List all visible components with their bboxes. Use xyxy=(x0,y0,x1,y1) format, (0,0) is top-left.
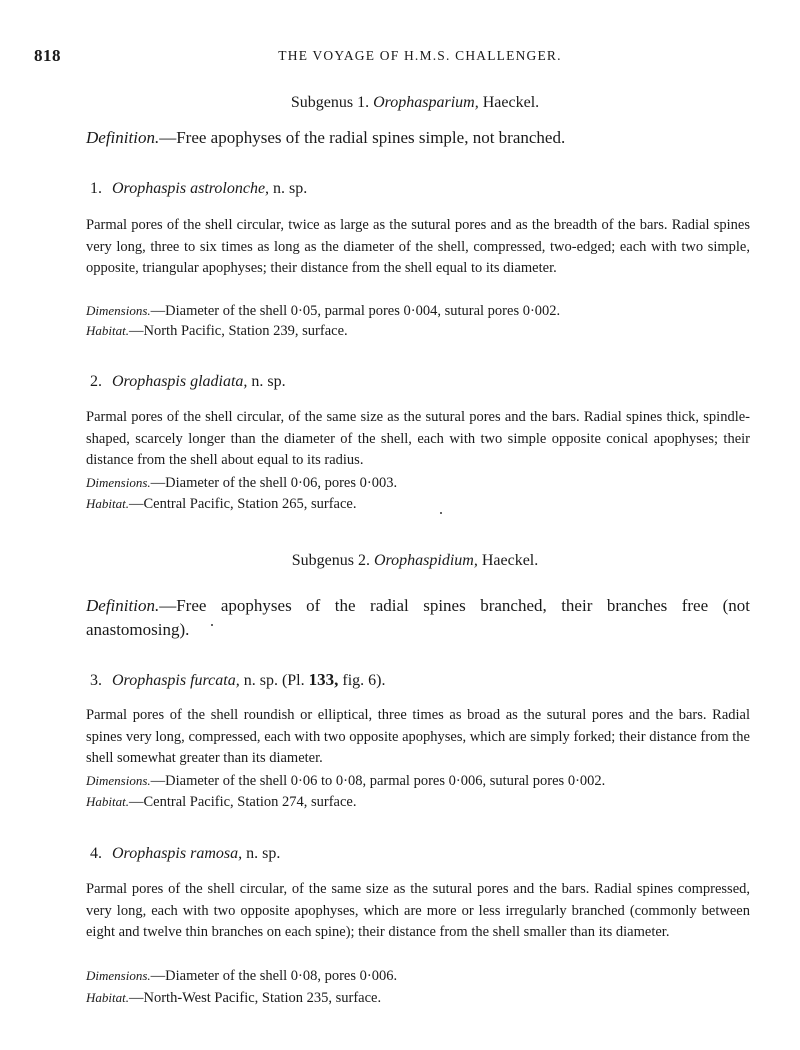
habitat-lead: Habitat. xyxy=(86,990,129,1005)
species-2-description: Parmal pores of the shell circular, of the same size as the sutural pores and the bars. Radial spines thick, spindle-shaped, scarcely longer than the diameter of the shell, each with two simple opposite conical apophyses; their distance from the shell about equal to its radius. xyxy=(86,409,750,468)
dimensions-text: —Diameter of the shell 0·06, pores 0·003. xyxy=(150,475,398,491)
habitat-text: —North-West Pacific, Station 235, surface. xyxy=(128,990,382,1006)
subgenus-2-prefix: Subgenus 2. xyxy=(291,552,370,569)
dimensions-lead: Dimensions. xyxy=(86,475,151,490)
subgenus-2-author: Haeckel. xyxy=(481,552,539,569)
species-2-suffix: n. sp. xyxy=(251,373,286,390)
species-1-number: 1. xyxy=(90,180,102,197)
species-3-plate-number: 133, xyxy=(308,670,339,689)
subgenus-1-name: Orophasparium, xyxy=(373,94,479,111)
subgenus-1-heading xyxy=(0,94,800,112)
species-1-description: Parmal pores of the shell circular, twice as large as the sutural pores and as the breadth of the bars. Radial spines very long, three to six times as long as the diameter of the shell, compressed, two-edged; each with two simple, opposite, triangular apophyses; their distance from the shell equal to its diameter. xyxy=(86,217,750,276)
definition-2-lead: Definition. xyxy=(86,596,160,615)
species-1-suffix: n. sp. xyxy=(273,180,308,197)
dimensions-lead: Dimensions. xyxy=(86,773,151,788)
habitat-text: —North Pacific, Station 239, surface. xyxy=(128,323,348,339)
species-3-description: Parmal pores of the shell roundish or elliptical, three times as broad as the sutural pores and the bars. Radial spines very long, compressed, each with two opposite apophyses, which are simply forked; their distance from the shell somewhat greater than its diameter. xyxy=(86,707,750,766)
species-3-heading xyxy=(90,670,385,690)
species-3-figure: fig. 6). xyxy=(342,672,386,689)
species-2-habitat xyxy=(86,494,357,514)
species-1-heading xyxy=(90,180,307,198)
subgenus-2-definition xyxy=(86,594,750,642)
species-4-dimensions xyxy=(86,966,397,986)
dimensions-text: —Diameter of the shell 0·06 to 0·08, parmal pores 0·006, sutural pores 0·002. xyxy=(150,773,606,789)
species-2-name: Orophaspis gladiata, xyxy=(112,373,248,390)
habitat-text: —Central Pacific, Station 274, surface. xyxy=(128,794,357,810)
species-2-heading xyxy=(90,373,286,391)
dimensions-lead: Dimensions. xyxy=(86,303,151,318)
species-3-name: Orophaspis furcata, xyxy=(112,672,240,689)
habitat-lead: Habitat. xyxy=(86,794,129,809)
species-4-habitat xyxy=(86,988,381,1008)
species-1-name: Orophaspis astrolonche, xyxy=(112,180,270,197)
species-1-dimensions xyxy=(86,301,560,321)
species-3-number: 3. xyxy=(90,672,102,689)
running-title: THE VOYAGE OF H.M.S. CHALLENGER. xyxy=(278,48,562,63)
species-3-suffix: n. sp. (Pl. xyxy=(243,672,305,689)
species-4-heading xyxy=(90,845,280,863)
page-number: 818 xyxy=(34,46,61,65)
habitat-text: —Central Pacific, Station 265, surface. xyxy=(128,496,357,512)
species-2-number: 2. xyxy=(90,373,102,390)
definition-1-text: —Free apophyses of the radial spines simple, not branched. xyxy=(159,128,566,147)
species-3-dimensions xyxy=(86,771,605,791)
print-speck xyxy=(440,512,442,514)
subgenus-1-definition xyxy=(86,126,756,150)
species-2-dimensions xyxy=(86,473,397,493)
dimensions-text: —Diameter of the shell 0·08, pores 0·006. xyxy=(150,968,398,984)
subgenus-1-prefix: Subgenus 1. xyxy=(290,94,370,111)
species-4-suffix: n. sp. xyxy=(246,845,281,862)
species-1-habitat xyxy=(86,321,348,341)
species-3-habitat xyxy=(86,792,357,812)
dimensions-text: —Diameter of the shell 0·05, parmal pores 0·004, sutural pores 0·002. xyxy=(150,303,561,319)
species-4-name: Orophaspis ramosa, xyxy=(112,845,243,862)
dimensions-lead: Dimensions. xyxy=(86,968,151,983)
print-speck xyxy=(211,624,213,626)
subgenus-2-name: Orophaspidium, xyxy=(373,552,478,569)
subgenus-2-heading xyxy=(0,552,800,570)
species-4-number: 4. xyxy=(90,845,102,862)
habitat-lead: Habitat. xyxy=(86,323,129,338)
subgenus-1-author: Haeckel. xyxy=(482,94,540,111)
definition-2-text: —Free apophyses of the radial spines branched, their branches free (not anastomosing). xyxy=(86,596,750,639)
definition-1-lead: Definition. xyxy=(86,128,160,147)
habitat-lead: Habitat. xyxy=(86,496,129,511)
species-4-description: Parmal pores of the shell circular, of the same size as the sutural pores and the bars. Radial spines compressed, very long, each with two opposite apophyses, which are more or less irregularly branched (commonly between eight and twelve thin branches on each spine); their distance from the shell smaller than its diameter. xyxy=(86,881,750,940)
